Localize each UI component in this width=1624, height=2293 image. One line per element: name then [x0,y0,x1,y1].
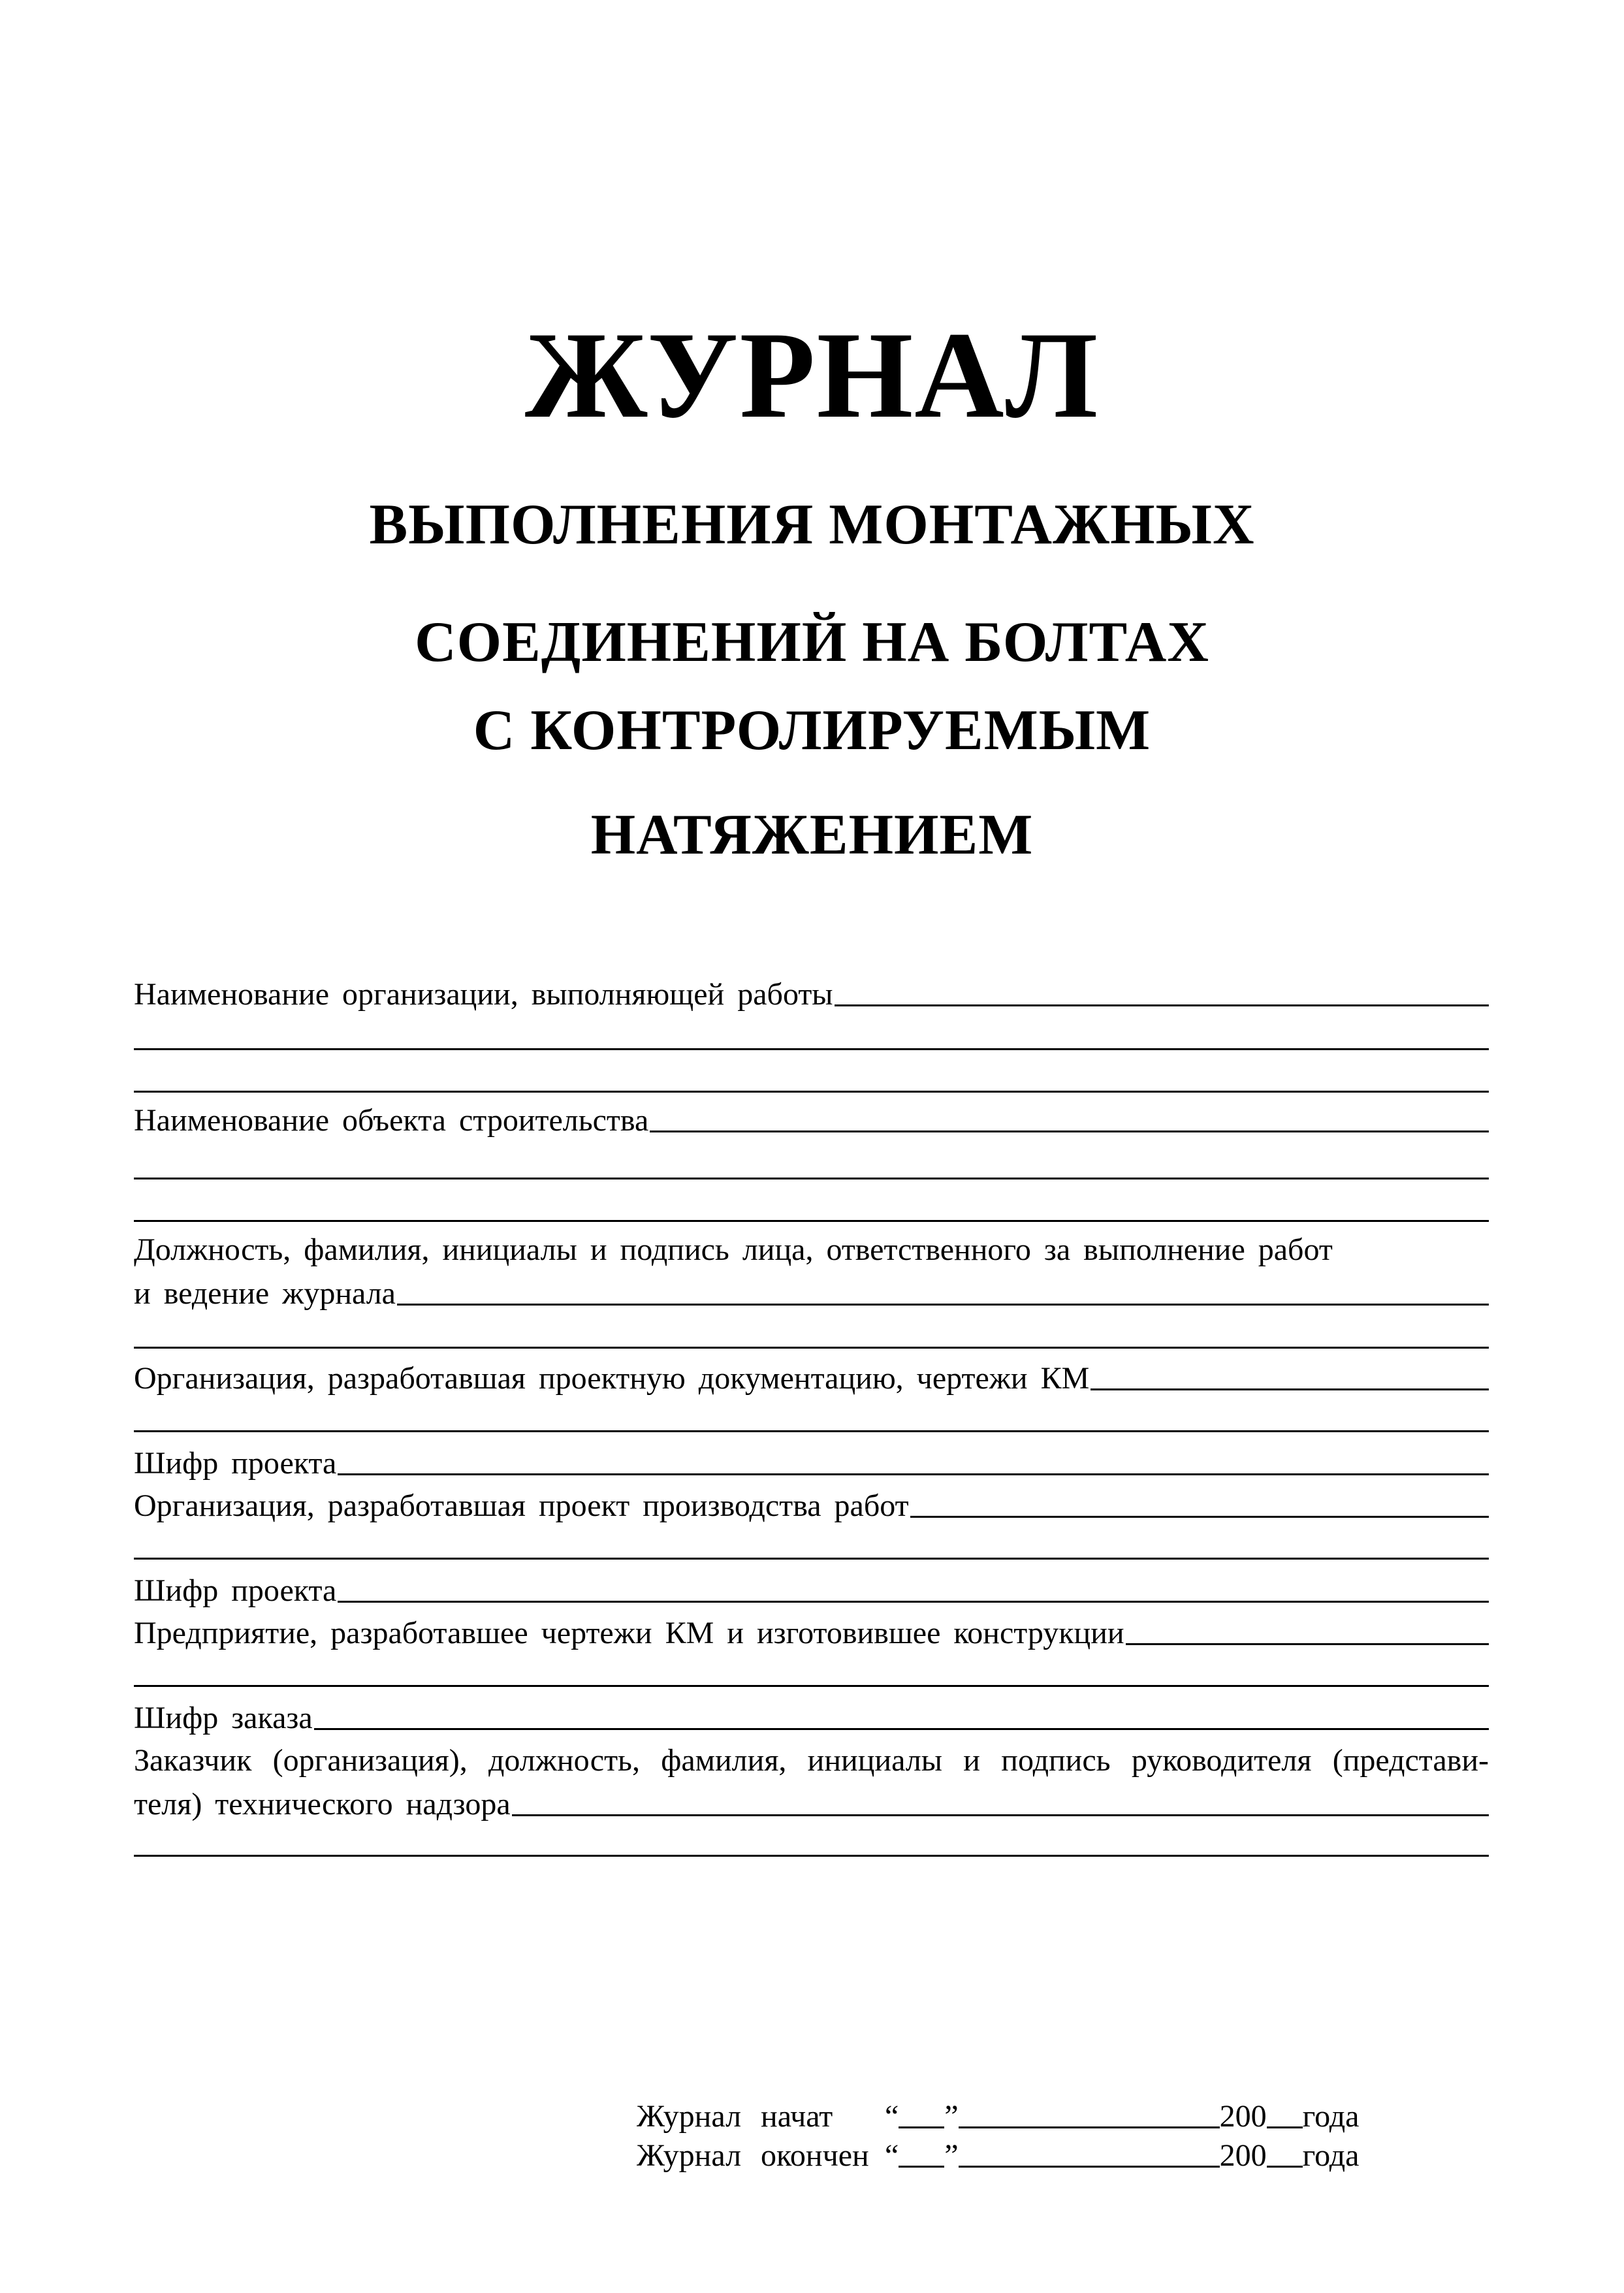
subtitle-line-1: ВЫПОЛНЕНИЯ МОНТАЖНЫХ [369,493,1255,556]
field-construction-object-line[interactable] [650,1130,1489,1132]
field-responsible-line1 [134,1227,1489,1266]
field-customer-label-2: теля) технического надзора [134,1787,511,1821]
year-prefix: 200 [1219,2099,1267,2134]
year-suffix: года [1302,2138,1360,2173]
field-construction-object-label: Наименование объекта строительства [134,1103,649,1138]
open-quote: “ [885,2099,899,2134]
field-customer-line1 [134,1737,1489,1776]
journal-started-label: Журнал начат [637,2099,833,2134]
blank-line[interactable] [134,1178,1489,1179]
blank-line[interactable] [134,1048,1489,1050]
journal-started-month-field[interactable] [959,2126,1220,2128]
field-design-org-line[interactable] [1091,1388,1489,1390]
field-project-code-1[interactable] [134,1440,1489,1479]
field-responsible[interactable] [134,1270,1489,1309]
field-construction-object[interactable] [134,1097,1489,1136]
close-quote: ” [944,2138,959,2173]
blank-line[interactable] [134,1430,1489,1432]
field-order-code[interactable] [134,1695,1489,1734]
document-title: ЖУРНАЛ [524,307,1100,444]
blank-line[interactable] [134,1220,1489,1222]
field-customer[interactable] [134,1781,1489,1820]
year-prefix: 200 [1219,2138,1267,2173]
blank-line[interactable] [134,1558,1489,1560]
field-customer-label-1: Заказчик (организация), должность, фамилия, инициалы и подпись руководителя (представи- [134,1743,1489,1778]
field-manufacturer-label: Предприятие, разработавшее чертежи КМ и изготовившее конструкции [134,1616,1124,1650]
field-order-code-line[interactable] [314,1728,1489,1730]
subtitle-line-3: С КОНТРОЛИРУЕМЫМ [473,699,1151,762]
field-design-org[interactable] [134,1355,1489,1394]
journal-started-year-field[interactable] [1267,2126,1303,2128]
journal-ended-label: Журнал окончен [637,2138,869,2173]
field-customer-line[interactable] [512,1814,1489,1816]
field-ppr-org[interactable] [134,1483,1489,1522]
open-quote: “ [885,2138,899,2173]
field-project-code-1-label: Шифр проекта [134,1446,337,1481]
field-project-code-2-label: Шифр проекта [134,1573,337,1608]
journal-ended-month-field[interactable] [959,2166,1220,2168]
field-org-performing-label: Наименование организации, выполняющей работы [134,977,833,1012]
field-ppr-org-line[interactable] [910,1516,1489,1518]
field-responsible-label-2: и ведение журнала [134,1276,396,1311]
journal-started-row[interactable] [637,2093,1420,2132]
field-design-org-label: Организация, разработавшая проектную документацию, чертежи КМ [134,1361,1090,1396]
journal-started-day-field[interactable] [899,2126,944,2128]
subtitle-line-2: СОЕДИНЕНИЙ НА БОЛТАХ [415,611,1209,674]
blank-line[interactable] [134,1347,1489,1349]
subtitle-line-4: НАТЯЖЕНИЕМ [590,803,1034,867]
year-suffix: года [1302,2099,1360,2134]
field-org-performing-line[interactable] [835,1004,1489,1006]
journal-ended-row[interactable] [637,2132,1420,2172]
field-manufacturer[interactable] [134,1610,1489,1649]
field-ppr-org-label: Организация, разработавшая проект производства работ [134,1488,909,1523]
field-order-code-label: Шифр заказа [134,1701,313,1735]
field-manufacturer-line[interactable] [1126,1643,1489,1645]
field-project-code-2[interactable] [134,1567,1489,1607]
close-quote: ” [944,2099,959,2134]
field-org-performing[interactable] [134,971,1489,1010]
field-responsible-label-1: Должность, фамилия, инициалы и подпись лица, ответственного за выполнение работ [134,1232,1333,1267]
blank-line[interactable] [134,1855,1489,1857]
journal-ended-day-field[interactable] [899,2166,944,2168]
field-project-code-1-line[interactable] [338,1473,1489,1475]
field-responsible-line[interactable] [397,1304,1489,1306]
blank-line[interactable] [134,1685,1489,1687]
blank-line[interactable] [134,1091,1489,1093]
journal-ended-year-field[interactable] [1267,2166,1303,2168]
field-project-code-2-line[interactable] [338,1601,1489,1603]
